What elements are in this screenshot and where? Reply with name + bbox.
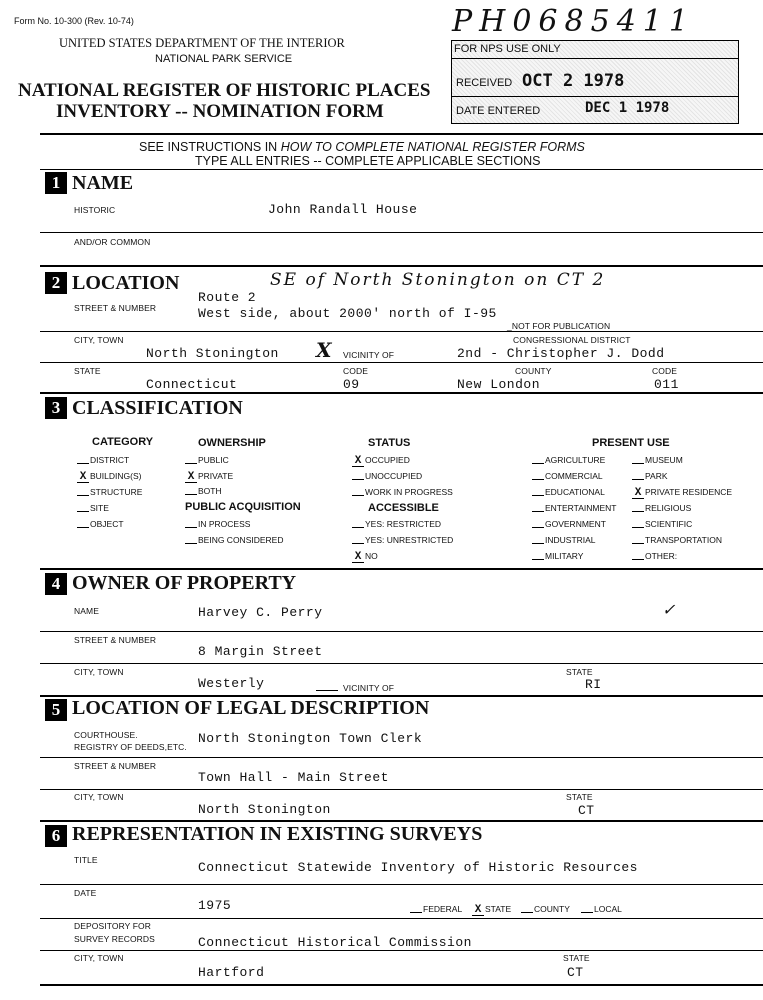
section-title-classification: CLASSIFICATION <box>72 397 243 419</box>
legal-street-label: STREET & NUMBER <box>74 761 157 771</box>
checkbox-label: MUSEUM <box>645 455 683 465</box>
checkbox-label: BOTH <box>198 486 222 496</box>
section-title-name: NAME <box>72 172 134 194</box>
owner-street-label: STREET & NUMBER <box>74 635 157 645</box>
status-heading: STATUS <box>368 437 411 449</box>
checkbox-mark: X <box>472 906 484 916</box>
courthouse-value: North Stonington Town Clerk <box>198 731 423 746</box>
checkbox-option <box>352 535 453 545</box>
survey-title-value: Connecticut Statewide Inventory of Historic Resources <box>198 860 638 875</box>
owner-state-value: RI <box>585 677 602 692</box>
instructions-line2: TYPE ALL ENTRIES -- COMPLETE APPLICABLE SECTIONS <box>195 154 541 168</box>
checkbox-option <box>532 535 596 545</box>
owner-state-label: STATE <box>566 667 593 677</box>
state-label: STATE <box>74 366 101 376</box>
received-label: RECEIVED <box>456 77 513 89</box>
owner-name-label: NAME <box>74 606 99 616</box>
ownership-heading: OWNERSHIP <box>198 437 266 449</box>
checkbox-option <box>581 904 622 914</box>
checkbox-label: OBJECT <box>90 519 124 529</box>
checkbox-option <box>352 455 410 467</box>
checkbox-option <box>532 503 616 513</box>
nps-use-label: FOR NPS USE ONLY <box>454 43 561 55</box>
section-number-1: 1 <box>45 172 67 194</box>
owner-name-value: Harvey C. Perry <box>198 605 323 620</box>
checkbox-option <box>532 551 583 561</box>
checkbox-label: BUILDING(S) <box>90 471 142 481</box>
checkbox-option <box>352 519 441 529</box>
checkbox-mark <box>77 521 89 528</box>
survey-date-label: DATE <box>74 888 97 898</box>
handwritten-reference-number: PH0685411 <box>452 4 695 39</box>
form-title-line2: INVENTORY -- NOMINATION FORM <box>56 101 384 122</box>
checkbox-label: STATE <box>485 904 512 914</box>
section-title-surveys: REPRESENTATION IN EXISTING SURVEYS <box>72 823 483 845</box>
checkbox-label: WORK IN PROGRESS <box>365 487 453 497</box>
county-code-value: 011 <box>654 377 679 392</box>
checkbox-label: PRIVATE <box>198 470 234 481</box>
congressional-district-value: 2nd - Christopher J. Dodd <box>457 346 665 361</box>
checkbox-option <box>352 551 378 563</box>
owner-city-label: CITY, TOWN <box>74 667 124 677</box>
depository-label-line2: SURVEY RECORDS <box>74 934 155 944</box>
date-entered-label: DATE ENTERED <box>456 105 541 117</box>
checkbox-option <box>532 487 605 497</box>
checkbox-option <box>632 455 683 465</box>
checkbox-option <box>632 519 692 529</box>
instructions-line1: SEE INSTRUCTIONS IN HOW TO COMPLETE NATIONAL REGISTER FORMS <box>139 140 585 154</box>
checkbox-mark <box>632 457 644 464</box>
checkbox-option <box>532 471 603 481</box>
checkbox-option <box>77 487 142 497</box>
checkbox-mark: X <box>352 553 364 563</box>
accessible-heading: ACCESSIBLE <box>368 502 439 514</box>
date-entered-stamp: DEC 1 1978 <box>585 100 670 116</box>
checkbox-option <box>632 503 691 513</box>
courthouse-label-line2: REGISTRY OF DEEDS,ETC. <box>74 742 187 752</box>
form-title-line1: NATIONAL REGISTER OF HISTORIC PLACES <box>18 80 431 101</box>
checkbox-option <box>185 535 284 545</box>
checkbox-mark <box>185 488 197 495</box>
survey-state-value: CT <box>567 965 584 980</box>
checkbox-mark <box>632 505 644 512</box>
checkbox-label: INDUSTRIAL <box>545 535 596 545</box>
checkbox-mark: X <box>632 489 644 499</box>
checkbox-label: GOVERNMENT <box>545 519 606 529</box>
section-number-4: 4 <box>45 573 67 595</box>
checkbox-mark <box>532 537 544 544</box>
survey-city-label: CITY, TOWN <box>74 953 124 963</box>
checkbox-mark <box>632 521 644 528</box>
checkbox-mark <box>352 489 364 496</box>
checkbox-label: TRANSPORTATION <box>645 535 722 545</box>
owner-street-value: 8 Margin Street <box>198 644 323 659</box>
category-heading: CATEGORY <box>92 436 154 448</box>
legal-state-label: STATE <box>566 792 593 802</box>
checkbox-option <box>632 487 732 499</box>
checkbox-label: STRUCTURE <box>90 487 143 497</box>
checkbox-label: BEING CONSIDERED <box>198 535 284 545</box>
congressional-district-label: CONGRESSIONAL DISTRICT <box>513 335 631 345</box>
legal-street-value: Town Hall - Main Street <box>198 770 389 785</box>
checkbox-mark <box>632 553 644 560</box>
checkbox-mark <box>77 505 89 512</box>
survey-city-value: Hartford <box>198 965 265 980</box>
checkbox-mark: X <box>77 473 89 483</box>
checkbox-option <box>632 471 668 481</box>
checkbox-mark <box>185 457 197 464</box>
owner-check-mark: ✓ <box>662 600 676 619</box>
depository-value: Connecticut Historical Commission <box>198 935 472 950</box>
checkbox-mark <box>581 906 593 913</box>
checkbox-label: PARK <box>645 471 668 481</box>
section-number-5: 5 <box>45 699 67 721</box>
city-town-value: North Stonington <box>146 346 279 361</box>
not-for-publication: _NOT FOR PUBLICATION <box>507 321 611 331</box>
checkbox-option <box>185 455 229 465</box>
checkbox-mark <box>410 906 422 913</box>
checkbox-label: EDUCATIONAL <box>545 487 605 497</box>
checkbox-option <box>632 535 722 545</box>
county-code-label: CODE <box>652 366 677 376</box>
checkbox-option <box>532 455 605 465</box>
vicinity-check-mark: X <box>316 338 332 362</box>
checkbox-label: YES: RESTRICTED <box>365 519 442 529</box>
depository-label-line1: DEPOSITORY FOR <box>74 921 151 931</box>
survey-state-label: STATE <box>563 953 590 963</box>
owner-vicinity-label: VICINITY OF <box>343 683 395 693</box>
checkbox-mark <box>532 505 544 512</box>
street-value-line2: West side, about 2000' north of I-95 <box>198 306 497 321</box>
checkbox-label: SITE <box>90 503 109 513</box>
checkbox-option <box>352 471 422 481</box>
received-stamp: OCT 2 1978 <box>522 71 625 91</box>
checkbox-label: MILITARY <box>545 551 584 561</box>
checkbox-option <box>185 486 222 496</box>
survey-date-value: 1975 <box>198 898 232 913</box>
checkbox-option <box>472 904 511 916</box>
courthouse-label-line1: COURTHOUSE. <box>74 730 138 740</box>
present-use-heading: PRESENT USE <box>592 437 670 449</box>
legal-city-value: North Stonington <box>198 802 331 817</box>
checkbox-option <box>77 519 124 529</box>
service-name: NATIONAL PARK SERVICE <box>155 53 293 65</box>
checkbox-label: RELIGIOUS <box>645 503 692 513</box>
state-value: Connecticut <box>146 377 238 392</box>
checkbox-mark <box>521 906 533 913</box>
department-name: UNITED STATES DEPARTMENT OF THE INTERIOR <box>59 36 345 50</box>
checkbox-label: UNOCCUPIED <box>365 471 423 481</box>
common-name-label: AND/OR COMMON <box>74 237 151 247</box>
checkbox-label: OTHER: <box>645 551 678 561</box>
checkbox-label: COMMERCIAL <box>545 471 603 481</box>
section-number-3: 3 <box>45 397 67 419</box>
vicinity-label: VICINITY OF <box>343 350 395 360</box>
checkbox-option <box>352 487 453 497</box>
checkbox-mark <box>352 537 364 544</box>
checkbox-option <box>77 503 109 513</box>
checkbox-mark <box>352 521 364 528</box>
checkbox-mark <box>532 457 544 464</box>
street-value-line1: Route 2 <box>198 290 257 305</box>
checkbox-label: LOCAL <box>594 904 622 914</box>
checkbox-mark <box>532 473 544 480</box>
section-number-6: 6 <box>45 825 67 847</box>
survey-title-label: TITLE <box>74 855 98 865</box>
section-title-owner: OWNER OF PROPERTY <box>72 572 297 594</box>
checkbox-label: DISTRICT <box>90 455 130 465</box>
checkbox-mark <box>77 489 89 496</box>
checkbox-mark: X <box>185 473 197 483</box>
checkbox-mark <box>532 521 544 528</box>
checkbox-label: YES: UNRESTRICTED <box>365 535 454 545</box>
county-label: COUNTY <box>515 366 552 376</box>
handwritten-location-note: SE of North Stonington on CT 2 <box>270 270 606 290</box>
checkbox-mark <box>632 473 644 480</box>
checkbox-label: PUBLIC <box>198 455 229 465</box>
checkbox-label: IN PROCESS <box>198 519 251 529</box>
historic-name-value: John Randall House <box>268 202 418 217</box>
form-number: Form No. 10-300 (Rev. 10-74) <box>14 16 134 26</box>
section-title-location: LOCATION <box>72 272 180 294</box>
owner-city-value: Westerly <box>198 676 265 691</box>
legal-city-label: CITY, TOWN <box>74 792 124 802</box>
checkbox-label: PRIVATE RESIDENCE <box>645 487 733 497</box>
checkbox-label: AGRICULTURE <box>545 455 606 465</box>
checkbox-label: OCCUPIED <box>365 455 410 465</box>
checkbox-mark <box>77 457 89 464</box>
checkbox-option <box>532 519 606 529</box>
checkbox-label: ENTERTAINMENT <box>545 503 617 513</box>
checkbox-mark <box>185 537 197 544</box>
checkbox-option <box>77 471 141 483</box>
checkbox-mark <box>532 489 544 496</box>
checkbox-label: NO <box>365 551 378 561</box>
checkbox-option <box>185 519 250 529</box>
historic-label: HISTORIC <box>74 205 116 215</box>
checkbox-mark <box>632 537 644 544</box>
county-value: New London <box>457 377 541 392</box>
checkbox-label: SCIENTIFIC <box>645 519 693 529</box>
checkbox-mark: X <box>352 457 364 467</box>
checkbox-option <box>521 904 570 914</box>
checkbox-option <box>632 551 677 561</box>
section-number-2: 2 <box>45 272 67 294</box>
checkbox-label: FEDERAL <box>423 904 463 914</box>
checkbox-mark <box>352 473 364 480</box>
section-title-legal-description: LOCATION OF LEGAL DESCRIPTION <box>72 697 430 719</box>
public-acquisition-heading: PUBLIC ACQUISITION <box>185 501 301 513</box>
legal-state-value: CT <box>578 803 595 818</box>
state-code-value: 09 <box>343 377 360 392</box>
checkbox-option <box>185 471 233 483</box>
state-code-label: CODE <box>343 366 368 376</box>
checkbox-mark <box>185 521 197 528</box>
checkbox-option <box>77 455 129 465</box>
checkbox-option <box>410 904 462 914</box>
street-number-label: STREET & NUMBER <box>74 303 157 313</box>
city-town-label: CITY, TOWN <box>74 335 124 345</box>
checkbox-label: COUNTY <box>534 904 570 914</box>
checkbox-mark <box>532 553 544 560</box>
